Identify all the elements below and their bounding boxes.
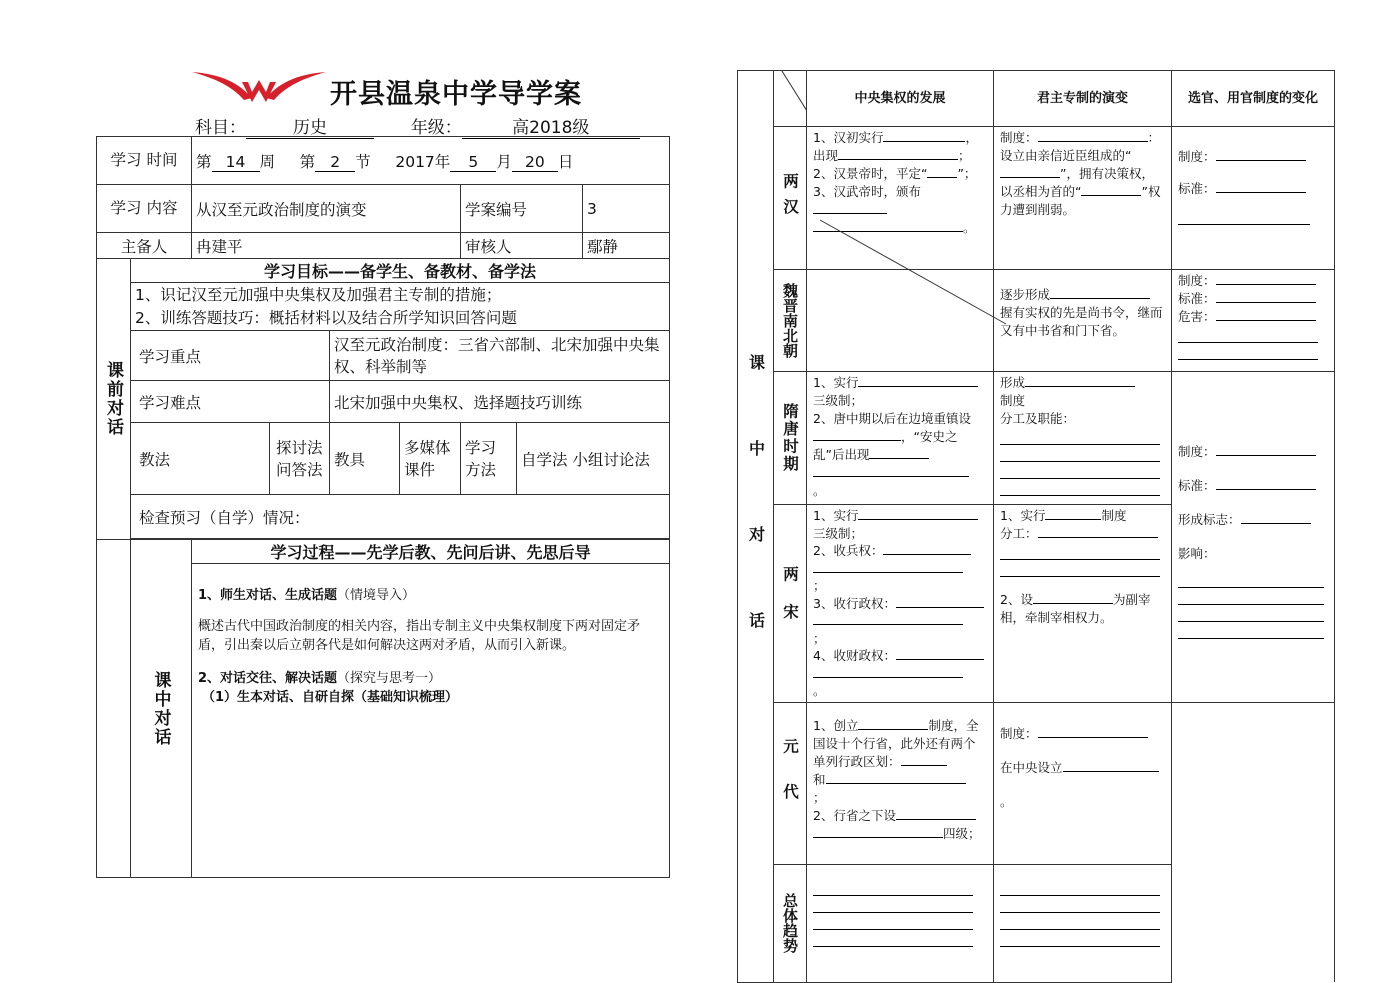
time-value: 第 14 周 第 2 节 2017年 5 月 20 日 <box>192 137 670 185</box>
step2-note: （探究与思考一） <box>337 671 442 686</box>
tools-value: 多媒体课件 <box>400 423 461 495</box>
col-head-official: 选官、用官制度的变化 <box>1172 71 1335 127</box>
wei-official: 制度： 标准： 危害： <box>1172 270 1335 372</box>
content-label: 学习 内容 <box>97 185 192 233</box>
key-point-text: 汉至元政治制度：三省六部制、北宋加强中央集权、科举制等 <box>330 331 670 381</box>
content-value: 从汉至元政治制度的演变 <box>192 185 461 233</box>
teaching-method-label: 教法 <box>131 423 270 495</box>
era-song: 两宋 <box>774 505 807 703</box>
grade-value: 高2018级 <box>462 113 640 139</box>
diagonal-strike-line <box>770 52 1040 332</box>
pre-class-section-label: 课前对话 <box>97 259 131 540</box>
goals-list <box>131 283 670 331</box>
han-monarchy: 制度： ： 设立由亲信近臣组成的“”，拥有决策权，以丞相为首的“ ”权力遭到削弱。 <box>994 127 1172 270</box>
difficulty-text: 北宋加强中央集权、选择题技巧训练 <box>330 381 670 423</box>
wei-monarchy: 逐步形成 握有实权的先是尚书令，继而又有中书省和门下省。 <box>994 270 1172 372</box>
song-monarchy: 1、实行 制度 分工： 2、设 为副宰相，牵制宰相权力。 <box>994 505 1172 703</box>
tools-label: 教具 <box>330 423 400 495</box>
era-han: 两汉 <box>774 127 807 270</box>
grade-label: 年级： <box>410 118 462 138</box>
sui-song-official: 制度： 标准： 形成标志： 影响： <box>1172 372 1335 703</box>
song-central: 1、实行 三级制； 2、收兵权： ； 3、收行政权： ； 4、收财政权： 。 <box>807 505 994 703</box>
reviewer-label: 审核人 <box>461 233 583 259</box>
learning-method-value: 自学法 小组讨论法 <box>517 423 670 495</box>
era-sui-tang: 隋唐时期 <box>774 372 807 505</box>
yuan-monarchy: 制度： 在中央设立。 <box>994 702 1172 864</box>
process-body <box>192 564 670 878</box>
trend-central <box>807 864 994 982</box>
sui-central: 1、实行 三级制； 2、唐中期以后在边境重镇设，“安史之乱”后出现 。 <box>807 372 994 505</box>
preparer-label: 主备人 <box>97 233 192 259</box>
han-central: 1、汉初实行 ，出现 ； 2、汉景帝时，平定“ ”； 3、汉武帝时，颁布 。 <box>807 127 994 270</box>
goals-heading: 学习目标——备学生、备教材、备学法 <box>131 259 670 283</box>
key-point-label: 学习重点 <box>131 331 330 381</box>
step2-sub: （1）生本对话、自研自探（基础知识梳理） <box>202 690 459 705</box>
sui-monarchy: 形成 制度 分工及职能： <box>994 372 1172 505</box>
han-official: 制度： 标准： <box>1172 127 1335 270</box>
page-title: 开县温泉中学导学案 <box>330 79 582 110</box>
difficulty-label: 学习难点 <box>131 381 330 423</box>
era-overall-trend: 总体趋势 <box>774 864 807 982</box>
preparer-value: 冉建平 <box>192 233 461 259</box>
reviewer-value: 鄢静 <box>583 233 670 259</box>
step1-text: 概述古代中国政治制度的相关内容，指出专制主义中央集权制度下两对固定矛盾，引出秦以后立朝各代是如何解决这两对矛盾，从而引入新课。 <box>198 619 641 653</box>
subject-label: 科目： <box>195 118 246 138</box>
era-yuan: 元代 <box>774 702 807 864</box>
step1-title: 1、师生对话、生成话题 <box>198 588 338 603</box>
goal-1: 1、识记汉至元加强中央集权及加强君主专制的措施； <box>135 285 502 304</box>
step2-title: 2、对话交往、解决话题 <box>198 671 338 686</box>
col-head-central: 中央集权的发展 <box>807 71 994 127</box>
goal-2: 2、训练答题技巧：概括材料以及结合所学知识回答问题 <box>135 308 517 327</box>
case-no-value: 3 <box>583 185 670 233</box>
right-section-label: 课中对话 <box>738 71 774 983</box>
process-heading: 学习过程——先学后教、先问后讲、先思后导 <box>192 540 670 564</box>
step1-note: （情境导入） <box>337 588 416 603</box>
col-head-monarchy: 君主专制的演变 <box>994 71 1172 127</box>
in-class-section-label: 课中对话 <box>131 540 192 878</box>
subject-value: 历史 <box>246 113 374 139</box>
learning-method-label: 学习 方法 <box>461 423 517 495</box>
info-table <box>96 136 670 878</box>
era-wei-jin: 魏晋南北朝 <box>774 270 807 372</box>
case-no-label: 学案编号 <box>461 185 583 233</box>
teaching-method-value: 探讨法 问答法 <box>270 423 330 495</box>
yuan-central: 1、创立 制度，全国设十个行省，此外还有两个单列行政区划： 和 ； 2、行省之下设 四级； <box>807 702 994 864</box>
time-label: 学习 时间 <box>97 137 192 185</box>
trend-monarchy <box>994 864 1172 982</box>
yuan-official-empty <box>1172 702 1335 982</box>
school-logo <box>192 70 326 104</box>
preview-check: 检查预习（自学）情况： <box>131 495 670 539</box>
